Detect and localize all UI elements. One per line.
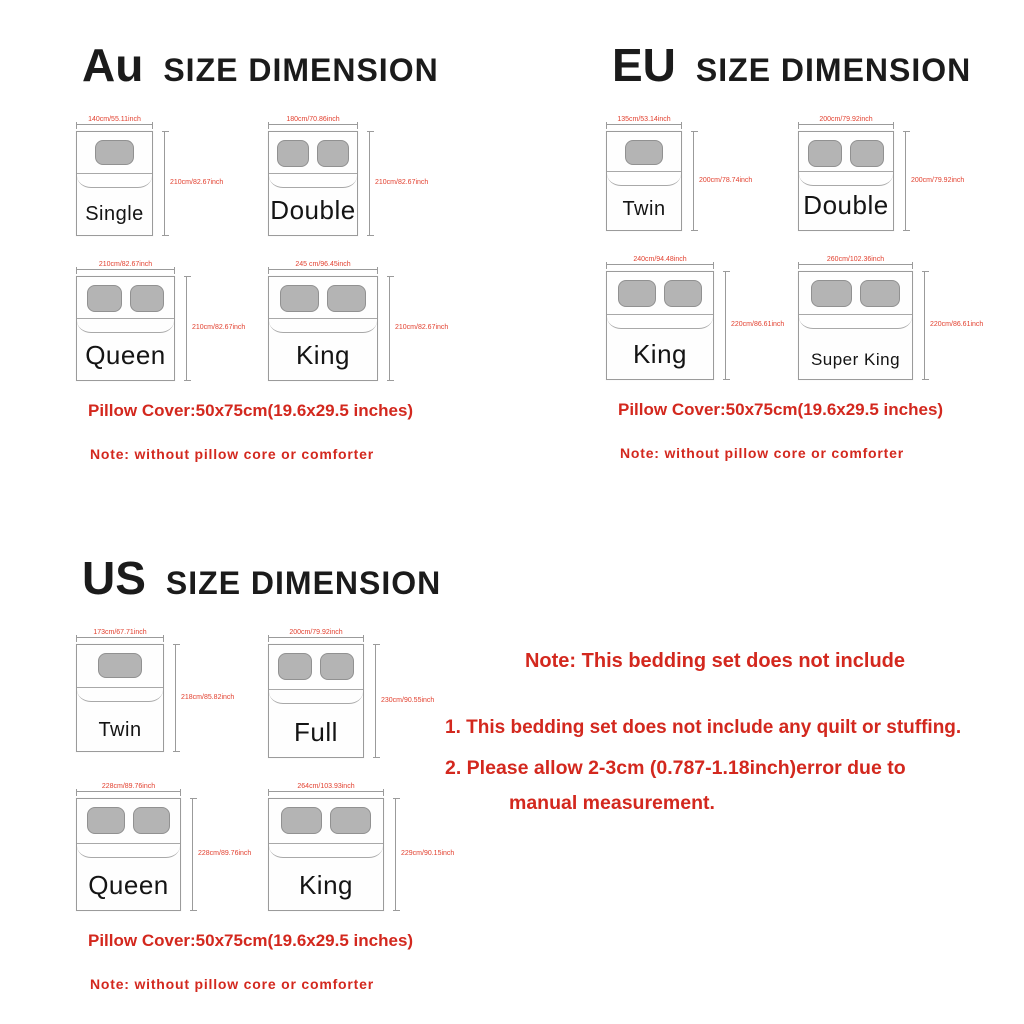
height-dimension-line bbox=[924, 271, 925, 380]
height-dimension-line bbox=[395, 798, 396, 911]
sheet-fold-curve bbox=[77, 173, 152, 188]
bed-body bbox=[268, 131, 436, 236]
bed-name-label: Single bbox=[85, 202, 144, 225]
pillow bbox=[860, 280, 901, 307]
pillow bbox=[850, 140, 884, 167]
width-dimension-label: 200cm/79.92inch bbox=[816, 116, 875, 124]
bed-body bbox=[76, 276, 253, 381]
width-dimension-line bbox=[76, 269, 175, 270]
eu-section-title bbox=[612, 40, 1020, 91]
pillow bbox=[811, 280, 852, 307]
notes-line-2-continued: manual measurement. bbox=[509, 792, 715, 814]
width-dimension-label: 240cm/94.48inch bbox=[630, 256, 689, 264]
eu-size-section bbox=[590, 40, 1020, 461]
pillow bbox=[87, 807, 124, 834]
pillow-zone bbox=[77, 140, 152, 165]
height-dimension-label: 229cm/90.15inch bbox=[401, 850, 455, 858]
width-dimension bbox=[76, 784, 181, 796]
bed-diagram-super-king bbox=[798, 257, 991, 380]
us-region-label: US bbox=[82, 552, 146, 604]
width-dimension-label: 180cm/70.86inch bbox=[283, 116, 342, 124]
us-size-dimension-label: SIZE DIMENSION bbox=[165, 565, 442, 601]
pillow bbox=[130, 285, 165, 312]
width-dimension bbox=[606, 257, 714, 269]
bed-body bbox=[76, 798, 259, 911]
pillow-zone bbox=[799, 140, 893, 167]
sheet-fold-curve bbox=[77, 687, 163, 702]
sheet-fold-curve bbox=[77, 843, 180, 858]
height-dimension-line bbox=[186, 276, 187, 381]
height-dimension-label: 228cm/89.76inch bbox=[198, 850, 252, 858]
pillow bbox=[98, 653, 143, 678]
height-dimension-line bbox=[389, 276, 390, 381]
width-dimension-label: 260cm/102.36inch bbox=[824, 256, 887, 264]
sheet-fold-curve bbox=[77, 318, 174, 333]
width-dimension-label: 173cm/67.71inch bbox=[90, 629, 149, 637]
pillow-zone bbox=[269, 285, 377, 312]
bed-name-label: Double bbox=[270, 194, 356, 225]
bed-outline bbox=[798, 271, 913, 380]
width-dimension-line bbox=[76, 124, 153, 125]
pillow bbox=[87, 285, 122, 312]
pillow-zone bbox=[269, 653, 363, 680]
height-dimension-line bbox=[905, 131, 906, 231]
pillow-zone bbox=[799, 280, 912, 307]
pillow bbox=[808, 140, 842, 167]
bed-body bbox=[606, 131, 760, 231]
bed-diagram-double bbox=[798, 117, 972, 231]
bed-diagram-king bbox=[268, 784, 462, 911]
sheet-fold-curve bbox=[607, 314, 713, 329]
width-dimension-line bbox=[76, 791, 181, 792]
bed-diagram-twin bbox=[606, 117, 760, 231]
width-dimension-label: 210cm/82.67inch bbox=[96, 261, 155, 269]
height-dimension-label: 210cm/82.67inch bbox=[192, 324, 246, 332]
bed-outline bbox=[268, 798, 384, 911]
height-dimension-line bbox=[725, 271, 726, 380]
bed-outline bbox=[76, 644, 164, 752]
bedding-notes-panel bbox=[445, 650, 985, 815]
bed-outline bbox=[268, 644, 364, 758]
width-dimension bbox=[76, 117, 153, 129]
sheet-fold-curve bbox=[269, 843, 383, 858]
us-section-title bbox=[82, 553, 520, 604]
pillow bbox=[327, 285, 366, 312]
bed-name-label: Double bbox=[803, 189, 889, 220]
bed-diagram-single bbox=[76, 117, 231, 236]
au-pillow-cover-text: Pillow Cover:50x75cm(19.6x29.5 inches) bbox=[88, 400, 414, 420]
pillow bbox=[95, 140, 134, 165]
bed-diagram-king bbox=[268, 262, 456, 381]
au-section-title bbox=[82, 40, 520, 91]
width-dimension-label: 264cm/103.93inch bbox=[294, 783, 357, 791]
eu-pillow-core-note: Note: without pillow core or comforter bbox=[620, 444, 904, 461]
bed-body bbox=[268, 798, 462, 911]
bed-name-label: King bbox=[295, 339, 351, 370]
bed-outline bbox=[606, 271, 714, 380]
bed-name-label: Super King bbox=[810, 349, 901, 369]
bed-body bbox=[268, 644, 442, 758]
bed-body bbox=[76, 644, 242, 752]
bed-body bbox=[76, 131, 231, 236]
height-dimension-line bbox=[164, 131, 165, 236]
bed-body bbox=[268, 276, 456, 381]
bed-name-label: Queen bbox=[85, 339, 166, 370]
pillow bbox=[281, 807, 322, 834]
pillow bbox=[625, 140, 663, 165]
pillow-zone bbox=[77, 653, 163, 678]
height-dimension-label: 210cm/82.67inch bbox=[170, 179, 224, 187]
sheet-fold-curve bbox=[269, 173, 357, 188]
height-dimension-line bbox=[175, 644, 176, 752]
bed-diagram-twin bbox=[76, 630, 242, 758]
bed-name-label: Queen bbox=[88, 869, 169, 900]
bed-outline bbox=[606, 131, 682, 231]
sheet-fold-curve bbox=[799, 171, 893, 186]
au-size-section bbox=[60, 40, 520, 462]
width-dimension bbox=[268, 630, 364, 642]
eu-pillow-cover-text: Pillow Cover:50x75cm(19.6x29.5 inches) bbox=[618, 399, 944, 419]
height-dimension-label: 220cm/86.61inch bbox=[930, 321, 984, 329]
pillow-zone bbox=[269, 807, 383, 834]
width-dimension-label: 200cm/79.92inch bbox=[286, 629, 345, 637]
notes-line-1: 1. This bedding set does not include any quilt or stuffing. bbox=[445, 717, 962, 738]
bed-diagram-double bbox=[268, 117, 436, 236]
pillow bbox=[278, 653, 312, 680]
pillow bbox=[330, 807, 371, 834]
pillow bbox=[317, 140, 349, 167]
pillow bbox=[277, 140, 309, 167]
bed-diagram-queen bbox=[76, 262, 253, 381]
height-dimension-line bbox=[693, 131, 694, 231]
sheet-fold-curve bbox=[269, 318, 377, 333]
pillow bbox=[618, 280, 656, 307]
bed-outline bbox=[268, 131, 358, 236]
bed-name-label: Twin bbox=[98, 718, 142, 741]
us-pillow-cover-text: Pillow Cover:50x75cm(19.6x29.5 inches) bbox=[88, 930, 414, 950]
height-dimension-label: 200cm/79.92inch bbox=[911, 176, 965, 184]
width-dimension bbox=[76, 262, 175, 274]
bed-diagram-queen bbox=[76, 784, 259, 911]
width-dimension-line bbox=[798, 264, 913, 265]
notes-heading: Note: This bedding set does not include bbox=[524, 650, 905, 672]
notes-line-2: 2. Please allow 2-3cm (0.787-1.18inch)error due to bbox=[445, 757, 906, 779]
width-dimension bbox=[606, 117, 682, 129]
sheet-fold-curve bbox=[799, 314, 912, 329]
height-dimension-line bbox=[369, 131, 370, 236]
width-dimension-line bbox=[606, 124, 682, 125]
width-dimension-line bbox=[268, 269, 378, 270]
sheet-fold-curve bbox=[607, 171, 681, 186]
width-dimension-line bbox=[798, 124, 894, 125]
pillow-zone bbox=[607, 280, 713, 307]
width-dimension-label: 245 cm/96.45inch bbox=[292, 261, 353, 269]
pillow bbox=[320, 653, 354, 680]
width-dimension-line bbox=[606, 264, 714, 265]
eu-size-dimension-label: SIZE DIMENSION bbox=[695, 52, 972, 88]
width-dimension-label: 135cm/53.14inch bbox=[614, 116, 673, 124]
pillow-zone bbox=[77, 807, 180, 834]
au-pillow-core-note: Note: without pillow core or comforter bbox=[90, 445, 374, 462]
bed-outline bbox=[268, 276, 378, 381]
height-dimension-label: 200cm/78.74inch bbox=[699, 176, 753, 184]
bed-name-label: Full bbox=[294, 716, 338, 747]
bed-body bbox=[606, 271, 792, 380]
bed-outline bbox=[76, 798, 181, 911]
bed-name-label: King bbox=[298, 869, 354, 900]
width-dimension-line bbox=[268, 637, 364, 638]
width-dimension-label: 228cm/89.76inch bbox=[99, 783, 158, 791]
bed-body bbox=[798, 271, 991, 380]
height-dimension-label: 210cm/82.67inch bbox=[375, 179, 429, 187]
width-dimension-line bbox=[268, 124, 358, 125]
width-dimension bbox=[798, 257, 913, 269]
bed-diagram-king bbox=[606, 257, 792, 380]
bed-name-label: Twin bbox=[622, 197, 666, 220]
pillow-zone bbox=[77, 285, 174, 312]
width-dimension-line bbox=[268, 791, 384, 792]
pillow bbox=[664, 280, 702, 307]
bed-outline bbox=[798, 131, 894, 231]
sheet-fold-curve bbox=[269, 689, 363, 704]
bed-outline bbox=[76, 276, 175, 381]
au-bed-grid bbox=[76, 117, 520, 381]
bed-outline bbox=[76, 131, 153, 236]
width-dimension bbox=[798, 117, 894, 129]
eu-region-label: EU bbox=[612, 39, 676, 91]
width-dimension-label: 140cm/55.11inch bbox=[85, 116, 144, 124]
pillow-zone bbox=[269, 140, 357, 167]
width-dimension-line bbox=[76, 637, 164, 638]
bed-body bbox=[798, 131, 972, 231]
width-dimension bbox=[268, 117, 358, 129]
bed-diagram-full bbox=[268, 630, 442, 758]
pillow bbox=[133, 807, 170, 834]
au-region-label: Au bbox=[82, 39, 144, 91]
eu-bed-grid bbox=[606, 117, 1020, 380]
height-dimension-label: 220cm/86.61inch bbox=[731, 321, 785, 329]
height-dimension-line bbox=[375, 644, 376, 758]
height-dimension-label: 218cm/85.82inch bbox=[181, 693, 235, 701]
height-dimension-label: 230cm/90.55inch bbox=[381, 696, 435, 704]
us-pillow-core-note: Note: without pillow core or comforter bbox=[90, 975, 374, 992]
width-dimension bbox=[268, 784, 384, 796]
height-dimension-line bbox=[192, 798, 193, 911]
height-dimension-label: 210cm/82.67inch bbox=[395, 324, 449, 332]
bed-name-label: King bbox=[632, 338, 688, 369]
width-dimension bbox=[268, 262, 378, 274]
pillow-zone bbox=[607, 140, 681, 165]
au-size-dimension-label: SIZE DIMENSION bbox=[163, 52, 439, 88]
pillow bbox=[280, 285, 319, 312]
width-dimension bbox=[76, 630, 164, 642]
